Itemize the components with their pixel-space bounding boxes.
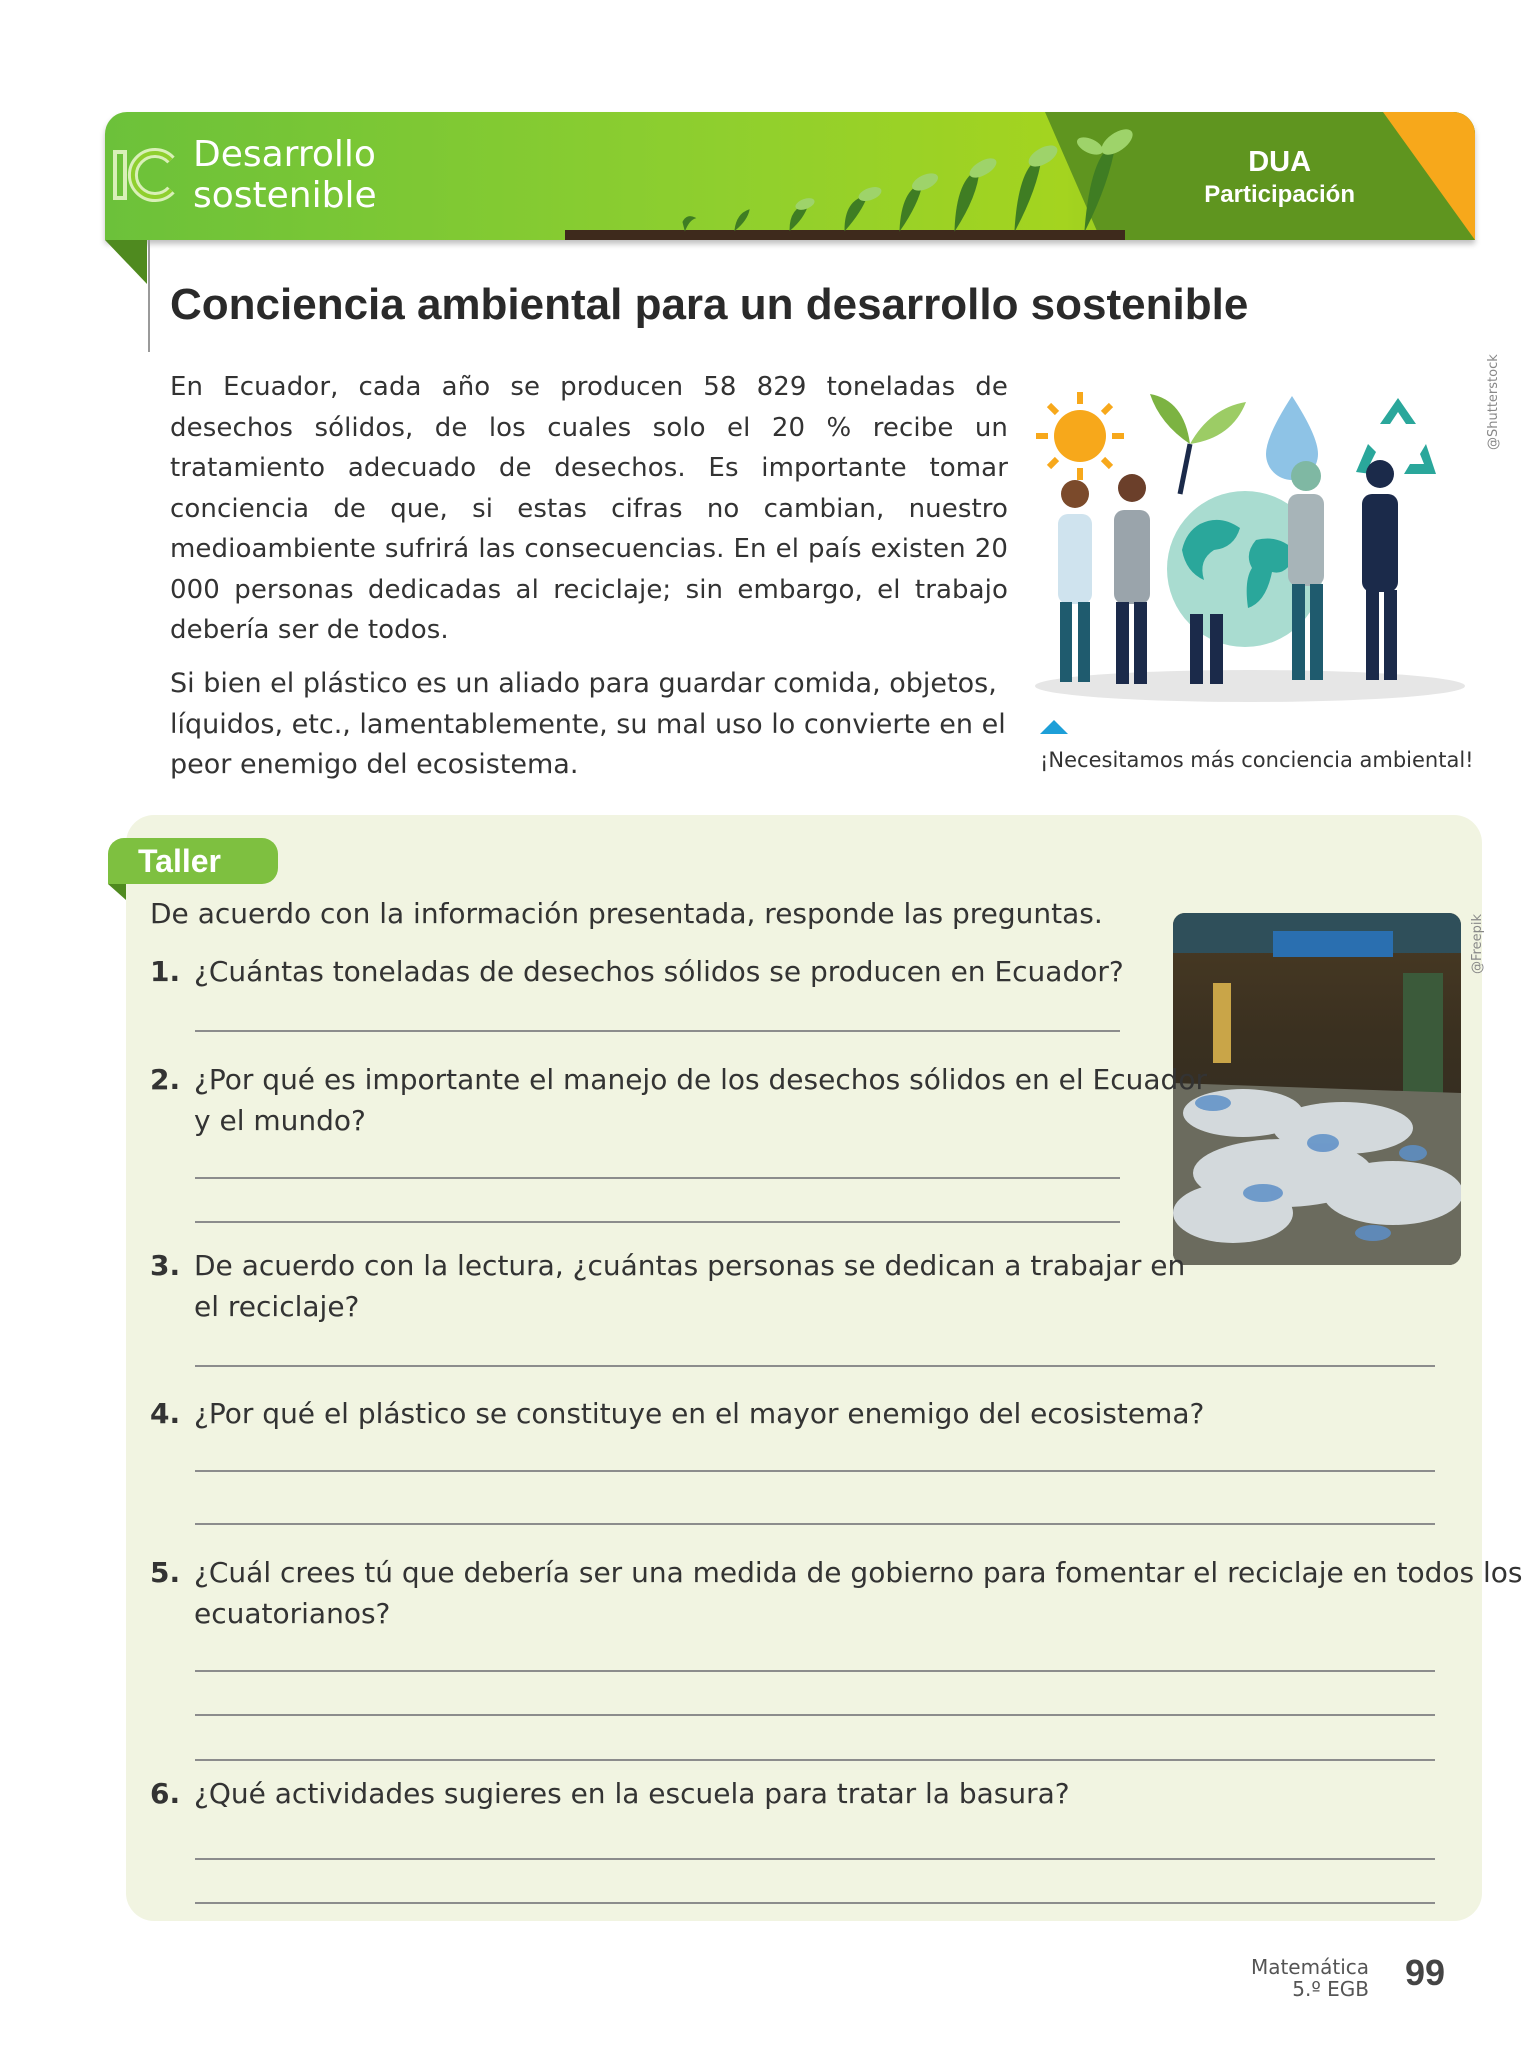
question-text: ¿Por qué es importante el manejo de los desechos sólidos en el Ecuador bbox=[194, 1063, 1207, 1096]
question-3 bbox=[150, 1245, 1185, 1327]
answer-line[interactable] bbox=[195, 1714, 1435, 1716]
dua-badge bbox=[1204, 146, 1355, 209]
question-text: ¿Cuál crees tú que debería ser una medida de gobierno para fomentar el reciclaje en todos los bbox=[194, 1556, 1523, 1589]
dua-subtitle: Participación bbox=[1204, 181, 1355, 208]
footer-grade: 5.º EGB bbox=[1292, 1977, 1369, 2001]
question-text: ¿Por qué el plástico se constituye en el mayor enemigo del ecosistema? bbox=[194, 1397, 1205, 1430]
question-text: ¿Qué actividades sugieres en la escuela para tratar la basura? bbox=[194, 1777, 1070, 1810]
illustration-credit: @Shutterstock bbox=[1486, 354, 1501, 450]
intro-paragraph-2: Si bien el plástico es un aliado para guardar comida, objetos, líquidos, etc., lamentablemente, su mal uso lo convierte en el peor enemigo del ecosistema. bbox=[170, 668, 1006, 780]
question-number: 4. bbox=[150, 1397, 181, 1430]
answer-line[interactable] bbox=[195, 1858, 1435, 1860]
question-text: ¿Cuántas toneladas de desechos sólidos se producen en Ecuador? bbox=[194, 955, 1124, 988]
question-1 bbox=[150, 951, 1124, 992]
question-number: 5. bbox=[150, 1556, 181, 1589]
answer-line[interactable] bbox=[195, 1470, 1435, 1472]
answer-line[interactable] bbox=[195, 1902, 1435, 1904]
sprouts-icon bbox=[665, 124, 1165, 234]
section-banner bbox=[105, 112, 1475, 240]
answer-line[interactable] bbox=[195, 1523, 1435, 1525]
illustration-caption: ¡Necesitamos más conciencia ambiental! bbox=[1040, 748, 1474, 772]
question-4 bbox=[150, 1393, 1204, 1434]
section-title-line1: Desarrollo bbox=[193, 134, 376, 175]
section-title-line2: sostenible bbox=[193, 175, 377, 216]
taller-instructions: De acuerdo con la información presentada, responde las preguntas. bbox=[150, 897, 1103, 930]
footer-subject bbox=[1251, 1956, 1369, 2000]
question-2 bbox=[150, 1059, 1207, 1141]
taller-tab: Taller bbox=[108, 838, 278, 884]
caption-marker-icon bbox=[1040, 720, 1068, 734]
banner-fold bbox=[105, 240, 147, 284]
question-text-cont: y el mundo? bbox=[194, 1104, 366, 1137]
question-text-cont: ecuatorianos? bbox=[194, 1597, 391, 1630]
page-number: 99 bbox=[1405, 1952, 1446, 1993]
question-text-cont: el reciclaje? bbox=[194, 1290, 360, 1323]
footer-subject-name: Matemática bbox=[1250, 1955, 1369, 1979]
answer-line[interactable] bbox=[195, 1221, 1120, 1223]
page-title: Conciencia ambiental para un desarrollo sostenible bbox=[170, 280, 1249, 329]
sun-icon bbox=[1036, 392, 1124, 480]
question-number: 3. bbox=[150, 1249, 181, 1282]
question-6 bbox=[150, 1773, 1070, 1814]
question-number: 1. bbox=[150, 955, 181, 988]
question-number: 2. bbox=[150, 1063, 181, 1096]
answer-line[interactable] bbox=[195, 1759, 1435, 1761]
answer-line[interactable] bbox=[195, 1670, 1435, 1672]
section-title bbox=[193, 134, 377, 216]
side-rule bbox=[148, 240, 150, 352]
environment-people-illustration bbox=[1030, 384, 1470, 704]
ic-logo-icon bbox=[111, 140, 181, 210]
question-number: 6. bbox=[150, 1777, 181, 1810]
answer-line[interactable] bbox=[195, 1365, 1435, 1367]
photo-credit: @Freepik bbox=[1470, 914, 1485, 974]
taller-tab-fold bbox=[108, 884, 126, 900]
question-text: De acuerdo con la lectura, ¿cuántas personas se dedican a trabajar en bbox=[194, 1249, 1186, 1282]
answer-line[interactable] bbox=[195, 1030, 1120, 1032]
dua-title: DUA bbox=[1248, 146, 1312, 178]
plastic-waste-photo bbox=[1173, 913, 1461, 1265]
intro-paragraph-1: En Ecuador, cada año se producen 58 829 toneladas de desechos sólidos, de los cuales solo el 20 % recibe un tratamiento adecuado de desechos. Es importante tomar conciencia de que, si estas cifras no cambian, nuestro medioambiente sufrirá las consecuencias. En el país existen 20 000 personas dedicadas al reciclaje; sin embargo, el trabajo debería ser de todos. bbox=[170, 372, 1008, 645]
answer-line[interactable] bbox=[195, 1177, 1120, 1179]
question-5 bbox=[150, 1552, 1523, 1634]
